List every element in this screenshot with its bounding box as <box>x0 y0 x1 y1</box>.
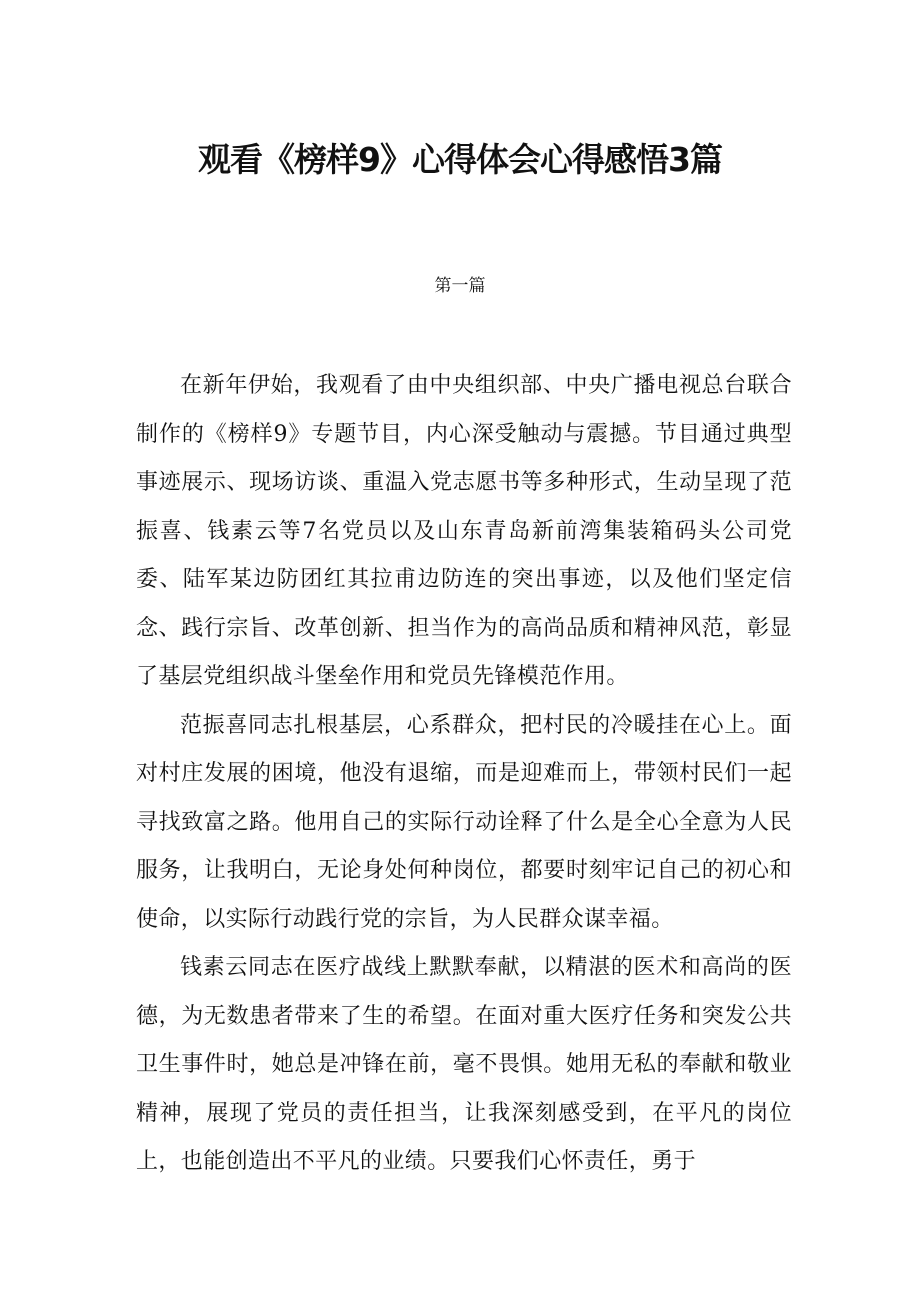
section-heading: 第一篇 <box>434 276 486 296</box>
document-body <box>136 362 792 1187</box>
paragraph-1: 在新年伊始，我观看了由中央组织部、中央广播电视总台联合制作的《榜样9》专题节目，内心深受触动与震撼。节目通过典型事迹展示、现场访谈、重温入党志愿书等多种形式，生动呈现了范振喜、钱素云等7名党员以及山东青岛新前湾集装箱码头公司党委、陆军某边防团红其拉甫边防连的突出事迹，以及他们坚定信念、践行宗旨、改革创新、担当作为的高尚品质和精神风范，彰显了基层党组织战斗堡垒作用和党员先锋模范作用。 <box>136 373 792 689</box>
paragraph-2: 范振喜同志扎根基层，心系群众，把村民的冷暖挂在心上。面对村庄发展的困境，他没有退缩，而是迎难而上，带领村民们一起寻找致富之路。他用自己的实际行动诠释了什么是全心全意为人民服务，让我明白，无论身处何种岗位，都要时刻牢记自己的初心和使命，以实际行动践行党的宗旨，为人民群众谋幸福。 <box>136 712 792 932</box>
paragraph-3: 钱素云同志在医疗战线上默默奉献，以精湛的医术和高尚的医德，为无数患者带来了生的希望。在面对重大医疗任务和突发公共卫生事件时，她总是冲锋在前，毫不畏惧。她用无私的奉献和敬业精神，展现了党员的责任担当，让我深刻感受到，在平凡的岗位上，也能创造出不平凡的业绩。只要我们心怀责任，勇于 <box>136 955 792 1174</box>
document-title: 观看《榜样9》心得体会心得感悟3篇 <box>198 140 722 179</box>
